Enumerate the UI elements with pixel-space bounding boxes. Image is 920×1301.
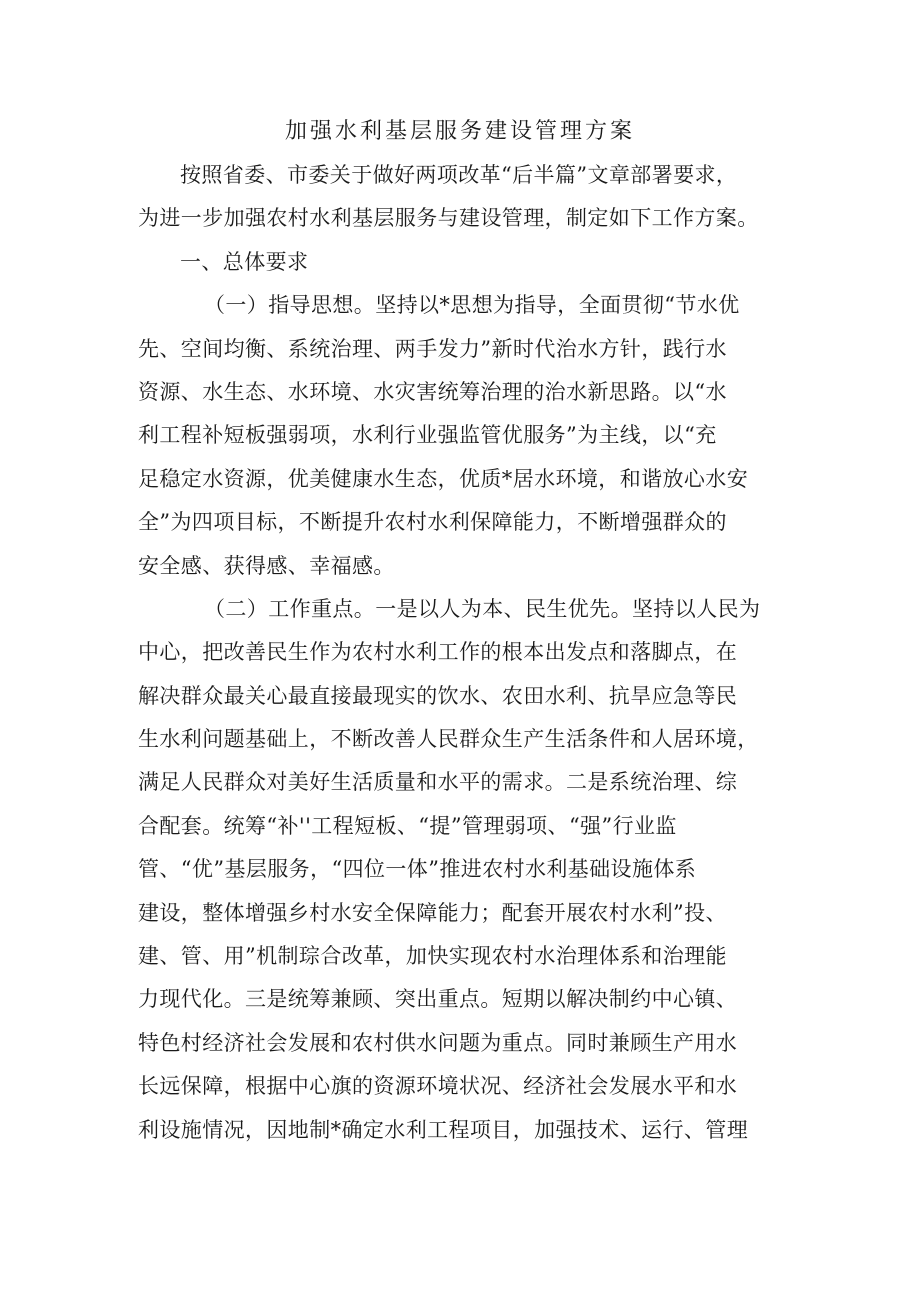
document-body: [138, 154, 786, 1152]
document-title: 加强水利基层服务建设管理方案: [284, 119, 635, 144]
section-heading: 一、总体要求: [180, 249, 309, 274]
paragraph-line: 合配套。统筹“补''工程短板、“提”管理弱项、“强”行业监: [138, 813, 677, 838]
paragraph-line: 安全感、获得感、幸福感。: [138, 553, 395, 578]
paragraph-line: 满足人民群众对美好生活质量和水平的需求。二是系统治理、综: [138, 770, 738, 795]
paragraph-line: （一）指导思想。坚持以*思想为指导，全面贯彻“节水优: [204, 293, 740, 318]
paragraph-line: 先、空间均衡、系统治理、两手发力”新时代治水方针，践行水: [138, 336, 727, 361]
paragraph-line: 全”为四项目标，不断提升农村水利保障能力，不断增强群众的: [138, 510, 727, 535]
paragraph-line: 力现代化。三是统筹兼顾、突出重点。短期以解决制约中心镇、: [138, 987, 738, 1012]
paragraph-line: （二）工作重点。一是以人为本、民生优先。坚持以人民为: [204, 596, 761, 621]
paragraph-line: 中心，把改善民生作为农村水利工作的根本出发点和落脚点，在: [138, 640, 738, 665]
paragraph-line: 为进一步加强农村水利基层服务与建设管理，制定如下工作方案。: [138, 206, 759, 231]
paragraph-line: 资源、水生态、水环境、水灾害统筹治理的治水新思路。以“水: [138, 379, 727, 404]
paragraph-line: 特色村经济社会发展和农村供水问题为重点。同时兼顾生产用水: [138, 1030, 738, 1055]
paragraph-line: 管、“优”基层服务，“四位一体”推进农村水利基础设施体系: [138, 857, 697, 882]
paragraph-line: 足稳定水资源，优美健康水生态，优质*居水环境，和谐放心水安: [138, 466, 749, 491]
paragraph-line: 利工程补短板强弱项，水利行业强监管优服务”为主线，以“充: [138, 423, 717, 448]
paragraph-line: 建、管、用”机制琮合改革，加快实现农村水治理体系和治理能: [138, 944, 727, 969]
paragraph-line: 生水利问题基础上，不断改善人民群众生产生活条件和人居环境，: [138, 727, 759, 752]
paragraph-line: 长远保障，根据中心旗的资源环境状况、经济社会发展水平和水: [138, 1074, 738, 1099]
paragraph-line: 利设施情况，因地制*确定水利工程项目，加强技术、运行、管理: [138, 1117, 749, 1142]
paragraph-line: 解决群众最关心最直接最现实的饮水、农田水利、抗旱应急等民: [138, 683, 738, 708]
paragraph-line: 建设，整体增强乡村水安全保障能力；配套开展农村水利”投、: [138, 900, 727, 925]
paragraph-line: 按照省委、市委关于做好两项改革“后半篇”文章部署要求，: [180, 163, 738, 187]
